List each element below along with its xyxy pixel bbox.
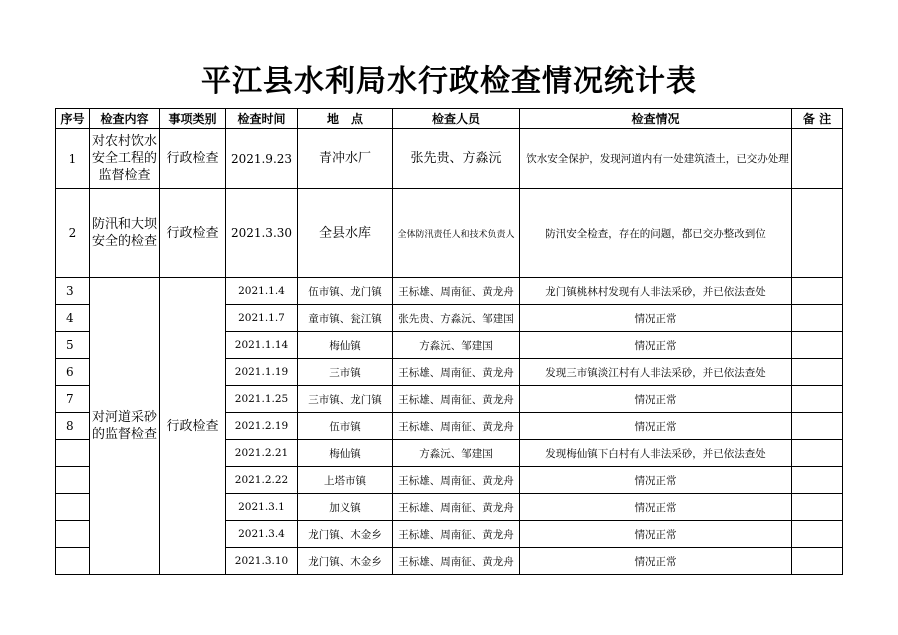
page-title: 平江县水利局水行政检查情况统计表 [201,64,697,99]
header-inspectors: 检查人员 [393,109,520,129]
cell-seq: 3 [56,278,90,305]
cell-result: 情况正常 [520,467,792,494]
cell-inspectors: 王标雄、周南征、黄龙舟 [393,278,520,305]
header-date: 检查时间 [226,109,298,129]
cell-location: 青冲水厂 [298,129,393,189]
cell-seq: 4 [56,305,90,332]
cell-location: 上塔市镇 [298,467,393,494]
cell-seq: 8 [56,413,90,440]
cell-date: 2021.3.1 [226,494,298,521]
cell-location: 龙门镇、木金乡 [298,521,393,548]
cell-date: 2021.2.19 [226,413,298,440]
cell-note [792,467,843,494]
cell-result: 龙门镇桃林村发现有人非法采砂，并已依法查处 [520,278,792,305]
header-location: 地 点 [298,109,393,129]
cell-seq [56,494,90,521]
cell-note [792,278,843,305]
cell-seq [56,440,90,467]
cell-date: 2021.1.14 [226,332,298,359]
cell-location: 全县水库 [298,189,393,278]
cell-category: 行政检查 [160,129,226,189]
cell-date: 2021.1.19 [226,359,298,386]
cell-category-merged: 行政检查 [160,278,226,575]
cell-location: 三市镇 [298,359,393,386]
cell-seq [56,548,90,575]
cell-note [792,413,843,440]
table-row [56,129,843,189]
header-result: 检查情况 [520,109,792,129]
cell-content: 防汛和大坝安全的检查 [90,189,160,278]
cell-seq: 5 [56,332,90,359]
cell-inspectors: 王标雄、周南征、黄龙舟 [393,413,520,440]
cell-date: 2021.9.23 [226,129,298,189]
table-row [56,278,843,305]
cell-note [792,440,843,467]
cell-date: 2021.2.21 [226,440,298,467]
header-content: 检查内容 [90,109,160,129]
cell-result: 发现梅仙镇下白村有人非法采砂，并已依法查处 [520,440,792,467]
cell-location: 加义镇 [298,494,393,521]
cell-date: 2021.3.30 [226,189,298,278]
header-seq: 序号 [56,109,90,129]
cell-note [792,386,843,413]
cell-note [792,305,843,332]
cell-result: 情况正常 [520,494,792,521]
header-category: 事项类别 [160,109,226,129]
cell-inspectors: 全体防汛责任人和技术负责人 [393,189,520,278]
cell-inspectors: 王标雄、周南征、黄龙舟 [393,494,520,521]
cell-date: 2021.2.22 [226,467,298,494]
cell-seq: 2 [56,189,90,278]
cell-seq [56,467,90,494]
cell-result: 情况正常 [520,305,792,332]
cell-date: 2021.3.10 [226,548,298,575]
cell-inspectors: 方淼沅、邹建国 [393,440,520,467]
cell-note [792,332,843,359]
cell-note [792,494,843,521]
cell-content-merged: 对河道采砂的监督检查 [90,278,160,575]
cell-inspectors: 方淼沅、邹建国 [393,332,520,359]
header-note: 备 注 [792,109,843,129]
cell-location: 童市镇、瓮江镇 [298,305,393,332]
cell-note [792,129,843,189]
cell-result: 防汛安全检查，存在的问题，都已交办整改到位 [520,189,792,278]
cell-note [792,548,843,575]
cell-date: 2021.1.25 [226,386,298,413]
cell-result: 情况正常 [520,521,792,548]
table-row [56,189,843,278]
cell-seq [56,521,90,548]
cell-category: 行政检查 [160,189,226,278]
cell-seq: 1 [56,129,90,189]
cell-inspectors: 王标雄、周南征、黄龙舟 [393,467,520,494]
cell-location: 梅仙镇 [298,440,393,467]
cell-location: 伍市镇 [298,413,393,440]
cell-result: 发现三市镇淡江村有人非法采砂，并已依法查处 [520,359,792,386]
cell-location: 龙门镇、木金乡 [298,548,393,575]
cell-date: 2021.3.4 [226,521,298,548]
cell-inspectors: 张先贵、方淼沅 [393,129,520,189]
cell-result: 情况正常 [520,332,792,359]
cell-inspectors: 王标雄、周南征、黄龙舟 [393,521,520,548]
cell-seq: 6 [56,359,90,386]
cell-content: 对农村饮水安全工程的监督检查 [90,129,160,189]
header-row [56,109,843,129]
cell-result: 情况正常 [520,386,792,413]
cell-result: 饮水安全保护，发现河道内有一处建筑渣土，已交办处理 [520,129,792,189]
cell-result: 情况正常 [520,548,792,575]
cell-note [792,189,843,278]
cell-note [792,521,843,548]
cell-inspectors: 王标雄、周南征、黄龙舟 [393,548,520,575]
inspection-table [55,108,843,575]
cell-date: 2021.1.7 [226,305,298,332]
cell-result: 情况正常 [520,413,792,440]
cell-inspectors: 王标雄、周南征、黄龙舟 [393,386,520,413]
cell-inspectors: 张先贵、方淼沅、邹建国 [393,305,520,332]
cell-note [792,359,843,386]
cell-date: 2021.1.4 [226,278,298,305]
cell-location: 三市镇、龙门镇 [298,386,393,413]
cell-location: 伍市镇、龙门镇 [298,278,393,305]
cell-seq: 7 [56,386,90,413]
cell-location: 梅仙镇 [298,332,393,359]
cell-inspectors: 王标雄、周南征、黄龙舟 [393,359,520,386]
